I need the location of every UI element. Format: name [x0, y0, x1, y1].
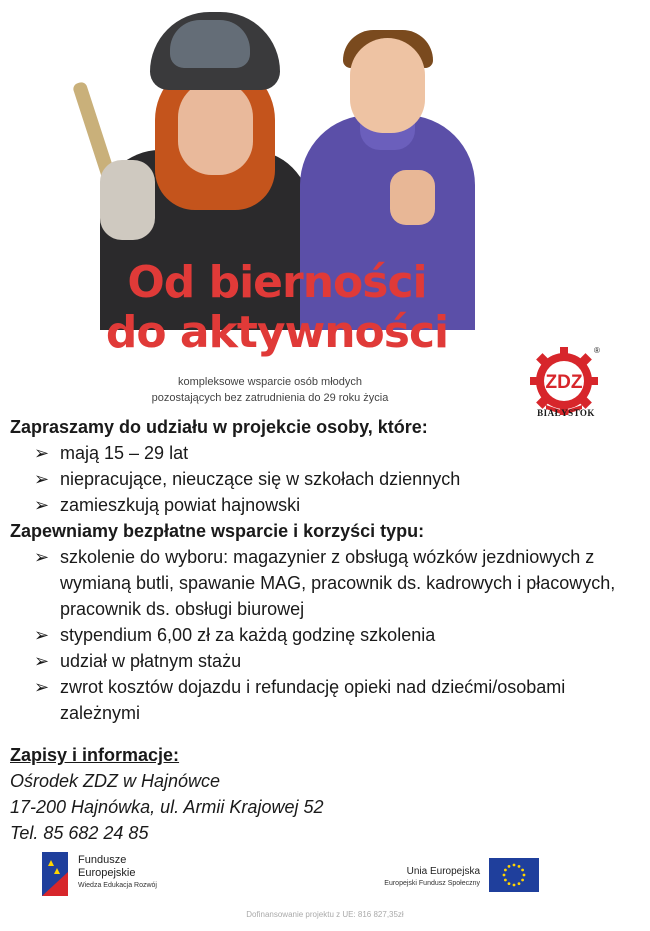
fundusze-europejskie-logo	[42, 852, 182, 896]
subline	[140, 374, 400, 406]
section1-title: Zapraszamy do udziału w projekcie osoby, które:	[10, 417, 428, 437]
arrow-bullet-icon: ➢	[34, 443, 50, 463]
eu-fund: Europejski Fundusz Społeczny	[384, 880, 480, 887]
zdz-city: BIAŁYSTOK	[537, 408, 595, 418]
eu-flag-icon	[489, 858, 539, 892]
list-item: ➢ szkolenie do wyboru: magazynier z obsługą wózków jezdniowych z wymianą butli, spawanie MAG, pracownik ds. kadrowych i płacowych, pracownik ds. obsługi biurowej	[34, 544, 640, 622]
section1-list	[10, 440, 640, 518]
arrow-bullet-icon: ➢	[34, 495, 50, 515]
list-item: ➢ mają 15 – 29 lat	[34, 440, 640, 466]
list-item: ➢ zamieszkują powiat hajnowski	[34, 492, 640, 518]
arrow-bullet-icon: ➢	[34, 547, 50, 567]
thumbs-up-hand	[390, 170, 435, 225]
list-item: ➢ udział w płatnym stażu	[34, 648, 640, 674]
helmet-visor	[170, 20, 250, 68]
subline-line1: kompleksowe wsparcie osób młodych	[177, 376, 363, 388]
contact-office: Ośrodek ZDZ w Hajnówce	[10, 771, 221, 791]
zdz-letters: ZDZ	[545, 372, 583, 393]
registered-mark: ®	[594, 346, 600, 355]
headline	[77, 258, 477, 358]
section2-list	[10, 544, 640, 726]
arrow-bullet-icon: ➢	[34, 651, 50, 671]
arrow-bullet-icon: ➢	[34, 469, 50, 489]
ef-line3: Wiedza Edukacja Rozwój	[78, 882, 157, 889]
eu-title: Unia Europejska	[406, 866, 480, 877]
welding-glove	[100, 160, 155, 240]
arrow-bullet-icon: ➢	[34, 677, 50, 697]
contact-title: Zapisy i informacje:	[10, 745, 180, 765]
list-item: ➢ zwrot kosztów dojazdu i refundację opieki nad dziećmi/osobami zależnymi	[34, 674, 640, 726]
funding-note: Dofinansowanie projektu z UE: 816 827,35zł	[246, 910, 404, 919]
contact-address: 17-200 Hajnówka, ul. Armii Krajowej 52	[10, 797, 324, 817]
main-content	[10, 414, 640, 726]
arrow-bullet-icon: ➢	[34, 625, 50, 645]
list-item: ➢ stypendium 6,00 zł za każdą godzinę szkolenia	[34, 622, 640, 648]
headline-line1: Od bierności	[127, 257, 427, 308]
woman-face	[178, 80, 253, 175]
man-face	[350, 38, 425, 133]
section2-title: Zapewniamy bezpłatne wsparcie i korzyści typu:	[10, 521, 425, 541]
fundusze-europejskie-icon	[42, 852, 68, 896]
contact-block	[10, 742, 323, 846]
subline-line2: pozostających bez zatrudnienia do 29 roku życia	[151, 392, 389, 404]
ef-line2: Europejskie	[78, 867, 136, 879]
headline-line2: do aktywności	[105, 307, 449, 358]
list-item: ➢ niepracujące, nieuczące się w szkołach dziennych	[34, 466, 640, 492]
ef-line1: Fundusze	[78, 854, 127, 866]
contact-phone: Tel. 85 682 24 85	[10, 823, 149, 843]
